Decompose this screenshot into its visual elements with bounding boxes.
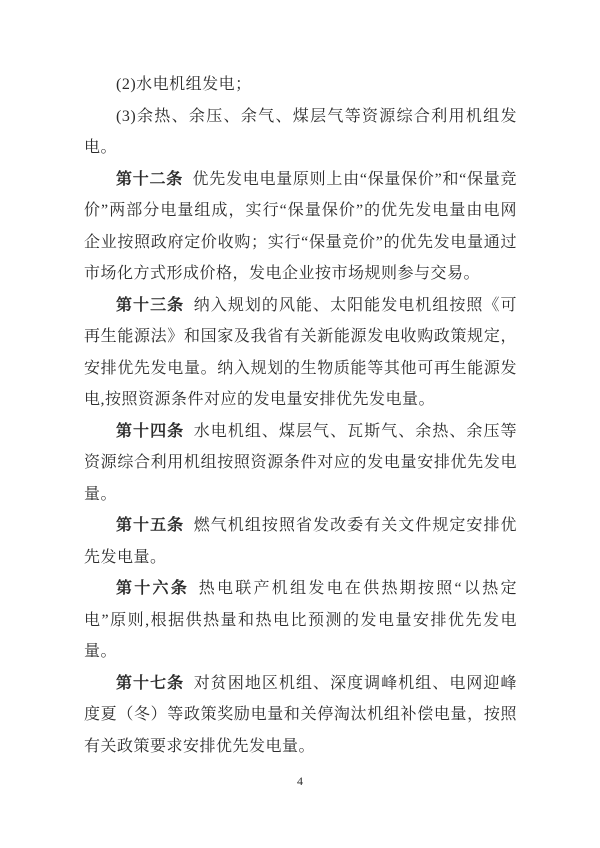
paragraph-text: 优先发电电量原则上由“保量保价”和“保量竞价”两部分电量组成，实行“保量保价”的优先发电量由电网企业按照政府定价收购；实行“保量竞价”的优先发电量通过市场化方式形成价格，发电企业按市场规则参与交易。 [84,170,517,282]
paragraph [84,69,517,101]
paragraph [84,668,517,763]
paragraph [84,510,517,573]
paragraph-text: 热电联产机组发电在供热期按照“以热定电”原则,根据供热量和热电比预测的发电量安排优先发电量。 [84,580,517,660]
paragraph-text: 对贫困地区机组、深度调峰机组、电网迎峰度夏（冬）等政策奖励电量和关停淘汰机组补偿电量，按照有关政策要求安排优先发电量。 [84,674,517,755]
article-heading: 第十六条 [116,580,190,597]
paragraph [84,164,517,290]
document-body [84,69,517,762]
paragraph-text: (2)水电机组发电； [116,76,252,93]
page-number: 4 [297,774,303,788]
article-heading: 第十七条 [116,674,185,692]
paragraph [84,290,517,416]
paragraph [84,416,517,511]
paragraph-text: (3)余热、余压、余气、煤层气等资源综合利用机组发电。 [84,107,517,156]
paragraph [84,101,517,164]
paragraph-text: 水电机组、煤层气、瓦斯气、余热、余压等资源综合利用机组按照资源条件对应的发电量安排优先发电量。 [84,422,517,503]
article-heading: 第十五条 [116,517,185,534]
paragraph-text: 燃气机组按照省发改委有关文件规定安排优先发电量。 [84,517,517,566]
paragraph-text: 纳入规划的风能、太阳能发电机组按照《可再生能源法》和国家及我省有关新能源发电收购政策规定，安排优先发电量。纳入规划的生物质能等其他可再生能源发电,按照资源条件对应的发电量安排优先发电量。 [84,296,517,408]
article-heading: 第十四条 [116,422,185,440]
paragraph [84,573,517,668]
article-heading: 第十三条 [116,296,185,314]
article-heading: 第十二条 [116,170,183,188]
